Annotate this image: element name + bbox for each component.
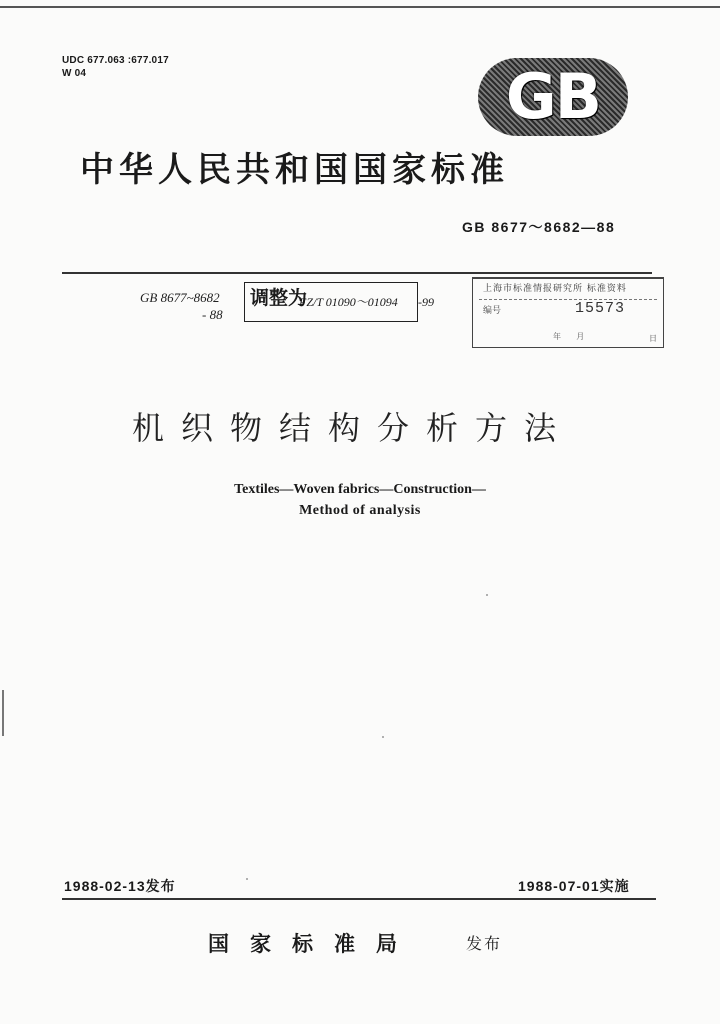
document-title-cn: 机织物结构分析方法 (132, 409, 574, 447)
header-divider (62, 272, 652, 274)
stamp-institution: 上海市标准情报研究所 标准资料 (483, 284, 627, 294)
document-title-en-line1: Textiles—Woven fabrics—Construction— (234, 482, 486, 497)
scan-speck (246, 878, 248, 880)
gb-logo (478, 58, 628, 136)
scan-speck (382, 736, 384, 738)
stamp-number: 15573 (575, 300, 626, 317)
standard-number: GB 8677～8682—88 (462, 219, 616, 235)
classification-code: W 04 (62, 68, 87, 79)
issuing-bureau: 国家标准局 (208, 932, 418, 956)
document-title-en-line2: Method of analysis (299, 503, 421, 518)
national-standard-title: 中华人民共和国国家标准 (80, 150, 509, 190)
library-stamp (472, 277, 664, 348)
scan-speck (486, 594, 488, 596)
adjust-label: 调整为 (250, 287, 308, 309)
handwritten-code-1: GB 8677~8682 (140, 290, 220, 305)
stamp-date-year: 年 月 (553, 332, 585, 341)
adjust-suffix: -99 (418, 295, 434, 309)
gb-logo-text: GB (505, 60, 601, 133)
udc-line: UDC 677.063 :677.017 (62, 55, 169, 66)
implementation-date: 1988-07-01实施 (518, 878, 630, 894)
stamp-date-day: 日 (649, 334, 657, 343)
udc-block (62, 54, 169, 80)
handwritten-code-2: - 88 (202, 307, 223, 322)
issuer-suffix: 发布 (466, 934, 503, 953)
issue-date: 1988-02-13发布 (64, 878, 176, 894)
stamp-number-label: 编号 (483, 306, 502, 316)
scan-margin-mark (2, 690, 4, 736)
adjust-handwritten-code: FZ/T 01090～01094 (299, 295, 398, 309)
stamp-divider (479, 299, 657, 300)
adjustment-stamp-box (244, 282, 418, 322)
top-border-rule (0, 6, 720, 8)
footer-divider (62, 898, 656, 900)
